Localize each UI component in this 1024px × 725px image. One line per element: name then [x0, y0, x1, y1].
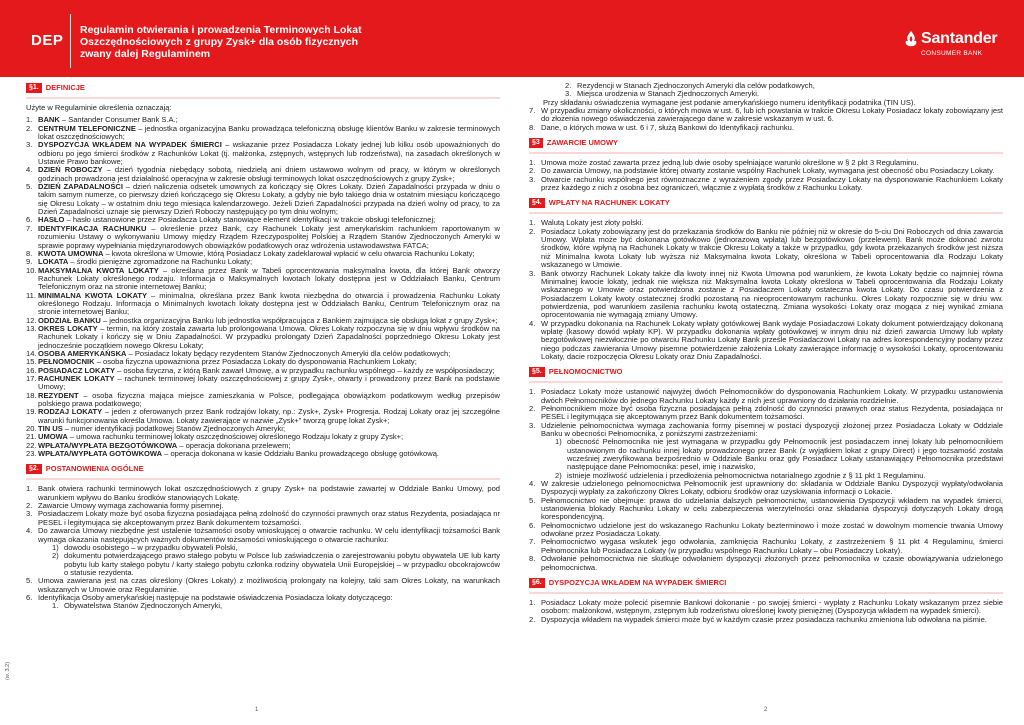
item-text: Umowa może zostać zawarta przez jedną lub dwie osoby spełniające warunki określone w § 2 pkt 3 Regulaminu.	[541, 158, 919, 168]
item-text: Pełnomocnictwo wygasa wskutek jego odwołania, zamknięcia Rachunku Lokaty, z zastrzeżeniem § 11 pkt 4 Regulaminu, śmierci Pełnomocnika lub Posiadacza Lokaty (w przypadku wspólnego Rachunku Lokaty – obu Posiadaczy Lokaty).	[541, 537, 1003, 555]
definitions-list	[26, 116, 500, 458]
list-item	[529, 405, 1003, 422]
item-number: 19.	[26, 407, 37, 417]
item-number: 21.	[26, 432, 37, 442]
list-item	[529, 555, 1003, 572]
continued-list	[529, 107, 1003, 132]
section-title: DEFINICJE	[45, 82, 85, 92]
item-text: Dane, o których mowa w ust. 6 i 7, służą Bankowi do Identyfikacji rachunku.	[541, 122, 794, 132]
definition-item	[26, 141, 500, 166]
item-text: CENTRUM TELEFONICZNE – jednostka organizacyjna Banku prowadząca telefoniczną obsługę klientów Banku w zakresie terminowych lokat oszczędnościowych;	[38, 123, 501, 142]
item-text: WPŁATA/WYPŁATA BEZGOTÓWKOWA – operacja dokonana przelewem;	[38, 440, 291, 450]
left-column	[26, 82, 500, 611]
item-number: 3.	[26, 509, 33, 519]
definition-item	[26, 225, 500, 250]
item-text: Posiadacz Lokaty może polecić pisemnie Bankowi dokonanie - po swojej śmierci - wypłaty z Rachunku Lokaty wskazanym przez siebie osobom: małżonkowi, wstępnym, zstępnym lub rodzeństwu określonej kwoty pieniężnej (Dyspozycja wkładem na wypadek śmierci).	[541, 597, 1003, 616]
section-heading	[26, 82, 500, 94]
list-item	[529, 422, 1003, 439]
item-number: 8.	[529, 554, 536, 564]
page-number: 1	[255, 707, 259, 713]
item-number: 1.	[52, 601, 59, 611]
list-item	[529, 480, 1003, 497]
item-number: 2)	[52, 551, 59, 561]
item-text: WPŁATA/WYPŁATA GOTÓWKOWA – operacja dokonana w kasie Oddziału Banku prowadzącego obsługę gotówkową.	[38, 449, 439, 459]
item-text: HASŁO – hasło ustanowione przez Posiadacza Lokaty stanowiące element identyfikacji w trakcie obsługi telefonicznej;	[38, 215, 436, 225]
item-text: Otwarcie rachunku wspólnego jest równoznaczne z wyrażeniem zgody przez Posiadaczy Lokaty na dysponowanie Rachunkiem Lokaty przez każdego z nich z osobna bez ograniczeń, włącznie z wypłatą środków z Rachunku Lokaty.	[541, 174, 1003, 193]
list-item	[529, 228, 1003, 270]
item-text: W przypadku dokonania na Rachunek Lokaty wpłaty gotówkowej Bank wydaje Posiadaczowi Lokaty dokument potwierdzający dokonaną wpłatę (kasowy dowód wpłaty KP). W przypadku dokonania wpłaty gotówkowej w innym dniu niż dzień zawarcia Umowy lub wpłaty bezgotówkowej niezwłocznie po otwarciu Rachunku Lokaty Bank prześle Posiadaczowi Lokaty na adres korespondencyjny podany przez niego podczas zawierania Umowy pisemne potwierdzenie założenia Lokaty zawierające informację o wysokości Lokaty, oprocentowaniu Lokaty, dacie rozpoczęcia Okresu Lokaty oraz Dniu Zapadalności.	[541, 318, 1003, 361]
doc-title-line: Oszczędnościowych z grupy Zysk+ dla osób fizycznych	[80, 36, 359, 49]
definition-item	[26, 166, 500, 183]
item-number: 6.	[529, 520, 536, 530]
list-item	[529, 616, 1003, 624]
item-text: Posiadacz Lokaty zobowiązany jest do przekazania środków do Banku nie później niż w okresie do 5-ciu Dni Roboczych od dnia zawarcia Umowy. Wpłata może być dokonana gotówkowo (jednorazową wpłatą) lub bezgotówkowo (przelewem). Bank może dokonać zwrotu środków, które wpłyną na Rachunek Lokaty w trakcie Okresu Lokaty a także w przypadku, gdy kwota przekazanych środków jest niższa niż Minimalna kwota Lokaty lub wyższa niż Maksymalna kwota Lokaty, określona w Tabeli oprocentowania dla Rodzaju Lokaty wskazanego w Umowie.	[541, 226, 1003, 270]
item-text: OSOBA AMERYKAŃSKA – Posiadacz lokaty będący rezydentem Stanów Zjednoczonych Ameryki dla celów podatkowych;	[38, 348, 451, 358]
item-text: MINIMALNA KWOTA LOKATY – minimalna, określana przez Bank kwota niezbędna do otwarcia i prowadzenia Rachunku Lokaty określonego Rodzaju. Informacja o Minimalnych kwotach lokaty dostępna jest w Oddziałach Banku, Centrum Telefonicznym oraz na stronie internetowej Banku;	[38, 290, 500, 317]
section-title: DYSPOZYCJA WKŁADEM NA WYPADEK ŚMIERCI	[548, 577, 727, 587]
item-number: 4.	[529, 479, 536, 489]
list-item	[529, 538, 1003, 555]
item-number: 11.	[26, 290, 36, 300]
item-text: Do zawarcia Umowy, na podstawie której otwarty zostanie wspólny Rachunek Lokaty, wymagana jest obecność obu Posiadaczy Lokaty.	[541, 166, 995, 176]
item-text: W przypadku zmiany okoliczności, o których mowa w ust. 6, lub ich powstania w trakcie Okresu Lokaty Posiadacz lokaty zobowiązany jest do złożenia nowego oświadczenia zawierającego dane w zakresie wskazanym w ust. 6.	[541, 106, 1003, 124]
item-text: W zakresie udzielonego pełnomocnictwa Pełnomocnik jest uprawniony do: składania w Oddziale Banku Dyspozycji wypłaty/odwołania Dyspozycji wypłaty za zakończony Okres Lokaty, odbioru środków oraz uzyskiwania informacji o Lokacie.	[541, 479, 1003, 497]
section-rule	[529, 381, 1003, 383]
list-item	[26, 510, 500, 527]
item-number: 7.	[529, 106, 536, 116]
item-number: 2.	[565, 81, 572, 90]
item-text: Posiadacz Lokaty może ustanowić najwyżej dwóch Pełnomocników do dysponowania Rachunkiem Lokaty. W przypadku ustanowienia dwóch Pełnomocników do jednego Rachunku Lokaty każdy z nich jest uprawniony do działania rozdzielnie.	[541, 387, 1003, 405]
section-heading	[529, 577, 1003, 589]
item-text: Pełnomocnictwo nie obejmuje: prawa do udzielania dalszych pełnomocnictw, ustanowienia Dyspozycji wkładem na wypadek śmierci, ustanowienia blokady Rachunku Lokaty w celu zabezpieczenia wierzytelności oraz składania dyspozycji dotyczących Lokaty drogą korespondencyjną.	[541, 495, 1003, 522]
list-item	[529, 522, 1003, 539]
list-item	[529, 320, 1003, 362]
item-number: 3.	[529, 420, 536, 430]
section-number: §2.	[26, 464, 42, 474]
definition-item	[26, 408, 500, 425]
item-text: Odwołanie pełnomocnictwa nie skutkuje odwołaniem dyspozycji złożonych przez pełnomocnika w czasie obowiązywania udzielonego pełnomocnictwa.	[541, 554, 1003, 572]
item-text: Umowa zawierana jest na czas określony (Okres Lokaty) z możliwością prolongaty na kolejny, taki sam Okres Lokaty, na warunkach wskazanych w Umowie oraz Regulaminie.	[38, 576, 500, 594]
list-item	[529, 124, 1003, 132]
item-number: 22.	[26, 440, 37, 450]
item-number: 4.	[26, 165, 33, 175]
version-label: (w. 3.2)	[5, 661, 11, 680]
section-number: §5.	[529, 367, 545, 377]
item-number: 5.	[26, 182, 33, 192]
item-text: LOKATA – środki pieniężne zgromadzone na Rachunku Lokaty;	[38, 257, 253, 267]
section-rule	[26, 478, 500, 480]
general-tail-list	[26, 577, 500, 602]
item-number: 2.	[529, 403, 536, 413]
item-text: DYSPOZYCJA WKŁADEM NA WYPADEK ŚMIERCI – wskazanie przez Posiadacza Lokaty jednej lub kilku osób upoważnionych do odbioru po jego śmierci środków z Rachunków Lokat (tj. małżonka, zstępnych, wstępnych lub rodzeństwa), na zasadach określonych w Ustawie Prawo bankowe;	[38, 140, 500, 167]
section-number: §4.	[529, 198, 545, 208]
definition-item	[26, 267, 500, 292]
item-number: 2.	[529, 166, 536, 176]
s4-list	[529, 219, 1003, 361]
item-number: 16.	[26, 365, 37, 375]
item-number: 6.	[26, 592, 33, 602]
s5-tail-list	[529, 480, 1003, 572]
item-text: Walutą Lokaty jest złoty polski.	[541, 218, 644, 228]
definition-item	[26, 125, 500, 142]
item-text: obecność Pełnomocnika nie jest wymagana w przypadku gdy Pełnomocnik jest posiadaczem innej lokaty lub pełnomocnikiem ustanowionym do rachunku innej lokaty prowadzonego przez Bank (z wyjątkiem lokat z grupy Direct) i jego tożsamość została wcześniej zweryfikowana bezpośrednio w Oddziale Banku oraz gdy Posiadacz Lokaty ustanawiający Pełnomocnika przedstawi następujące dane Pełnomocnika: pesel, imię i nazwisko,	[567, 437, 1003, 472]
item-number: 5.	[26, 576, 33, 586]
item-number: 3.	[529, 268, 536, 278]
item-number: 23.	[26, 449, 37, 459]
item-text: KWOTA UMOWNA – kwota określona w Umowie, którą Posiadacz Lokaty zadeklarował wpłacić w celu otwarcia Rachunku Lokaty;	[38, 248, 475, 258]
item-number: 18.	[26, 390, 37, 400]
list-item	[529, 107, 1003, 124]
section-number: §3	[529, 138, 543, 148]
doc-title	[80, 24, 362, 61]
doc-code: DEP	[31, 32, 64, 49]
item-number: 7.	[529, 537, 536, 547]
section-heading	[529, 137, 1003, 149]
item-text: REZYDENT – osoba fizyczna mająca miejsce zamieszkania w Polsce, podlegająca obowiązkom podatkowym według przepisów polskiego prawa podatkowego;	[38, 390, 500, 409]
list-item	[26, 485, 500, 502]
header-band	[0, 0, 1024, 77]
item-number: 1.	[529, 387, 536, 397]
s5-3-sublist	[555, 438, 1003, 480]
sub-item	[555, 438, 1003, 471]
item-text: DZIEŃ ZAPADALNOŚCI – dzień naliczenia odsetek umownych za kończący się Okres Lokaty. Dzień Zapadalności przypada w dniu o takim samym numerze, co pierwszy dzień kończącego się Okresu Lokaty, a gdyby nie było takiego dnia w ostatnim miesiącu kończącego się Okresu Lokaty – w ostatnim dniu tego miesiąca kalendarzowego. Jeżeli Dzień Zapadalności przypada na dzień wolny od pracy, to za Dzień Zapadalności uznaje się pierwszy Dzień Roboczy następujący po tym dniu wolnym;	[38, 182, 500, 217]
general-6-sublist	[52, 602, 500, 610]
item-number: 1.	[529, 597, 536, 607]
item-number: 10.	[26, 265, 37, 275]
definition-item	[26, 450, 500, 458]
item-text: Dyspozycja wkładem na wypadek śmierci może być w każdym czasie przez posiadacza rachunku zmieniona lub odwołana na piśmie.	[541, 614, 987, 624]
sub-item	[52, 602, 500, 610]
section-title: ZAWARCIE UMOWY	[546, 137, 619, 147]
item-number: 2.	[26, 123, 33, 133]
item-number: 1.	[26, 484, 33, 494]
item-number: 7.	[26, 223, 33, 233]
item-number: 2.	[26, 501, 33, 511]
item-text: MAKSYMALNA KWOTA LOKATY – określana przez Bank w Tabeli oprocentowania maksymalna kwota, dla której Bank otworzy Rachunek Lokaty określonego rodzaju. Informacja o Maksymalnych kwotach lokaty dostępna jest w Oddziałach Banku, Centrum Telefonicznym oraz na stronie internetowej Banku;	[38, 265, 500, 292]
item-number: 12.	[26, 315, 37, 325]
item-text: Posiadaczem Lokaty może być osoba fizyczna posiadająca pełną zdolność do czynności prawnych oraz status Rezydenta, posiadająca nr PESEL i legitymująca się akceptowanym przez Bank dokumentem tożsamości.	[38, 509, 500, 527]
section-heading	[529, 366, 1003, 378]
item-text: Udzielenie pełnomocnictwa wymaga zachowania formy pisemnej w postaci dyspozycji złożonej przez Posiadacza Lokaty w Oddziale Banku w obecności Pełnomocnika, z poniższymi zastrzeżeniami:	[541, 420, 1003, 438]
item-number: 3.	[529, 174, 536, 184]
item-text: RACHUNEK LOKATY – rachunek terminowej lokaty oszczędnościowej z grupy Zysk+, otwarty i prowadzony przez Bank na podstawie Umowy;	[38, 374, 500, 392]
list-item	[529, 388, 1003, 405]
item-number: 4.	[529, 318, 536, 328]
list-item	[26, 577, 500, 594]
list-item	[529, 176, 1003, 193]
s5-list	[529, 388, 1003, 438]
section-heading	[529, 197, 1003, 209]
item-text: dokumentu potwierdzającego prawo stałego pobytu w Polsce lub zaświadczenia o zarejestrowaniu pobytu obywatela UE lub karty pobytu lub karty stałego pobytu / karty stałego pobytu członka rodziny obywatela Unii Europejskiej – w przypadku obcokrajowców o statusie rezydenta.	[64, 551, 500, 577]
item-text: Identyfikacja Osoby amerykańskiej następuje na podstawie oświadczenia Posiadacza lokaty dotyczącego:	[38, 592, 393, 602]
section-heading	[26, 463, 500, 475]
item-text: Miejsca urodzenia w Stanach Zjednoczonych Ameryki.	[577, 89, 760, 99]
header-divider	[70, 14, 71, 68]
definition-item	[26, 325, 500, 350]
item-text: POSIADACZ LOKATY – osoba fizyczna, z którą Bank zawarł Umowę, a w przypadku rachunku wspólnego – każdy ze współposiadaczy;	[38, 365, 495, 375]
doc-title-line: Regulamin otwierania i prowadzenia Terminowych Lokat	[80, 24, 362, 36]
section-rule	[529, 592, 1003, 594]
item-number: 1.	[529, 158, 536, 168]
item-text: DZIEŃ ROBOCZY – dzień tygodnia niebędący sobotą, niedzielą ani dniem ustawowo wolnym od pracy, w którym w określonych godzinach prowadzona jest działalność operacyjna w zakresie obsługi terminowych lokat oszczędnościowych z grupy Zysk+;	[38, 165, 500, 183]
item-number: 2.	[529, 614, 536, 624]
item-number: 1.	[26, 115, 33, 125]
item-text: Pełnomocnikiem może być osoba fizyczna posiadająca pełną zdolność do czynności prawnych oraz status Rezydenta, posiadająca nr PESEL i legitymująca się akceptowanym przez Bank dokumentem tożsamości.	[541, 403, 1003, 422]
item-number: 6.	[26, 215, 33, 225]
item-text: ODDZIAŁ BANKU – jednostka organizacyjna Banku lub jednostka współpracująca z Bankiem zajmująca się obsługą lokat z grupy Zysk+;	[38, 315, 498, 325]
item-text: RODZAJ LOKATY – jeden z oferowanych przez Bank rodzajów lokaty, np.: Zysk+, Zysk+ Progresja. Rodzaj Lokaty oraz jej szczegółne warunki funkcjonowania określa Umowa. Lokaty zawierające w nazwie „Zysk+” tworzą grupę lokat Zysk+;	[38, 407, 500, 425]
item-number: 3.	[565, 89, 572, 99]
doc-title-line: zwany dalej Regulaminem	[80, 48, 211, 61]
sub-item	[52, 552, 500, 577]
section-rule	[26, 97, 500, 99]
list-item	[26, 527, 500, 544]
item-number: 2)	[555, 470, 562, 480]
definition-item	[26, 183, 500, 216]
page-number: 2	[764, 707, 768, 713]
general-list	[26, 485, 500, 543]
item-text: Pełnomocnictwo udzielone jest do wskazanego Rachunku Lokaty bezterminowo i może zostać w dowolnym momencie trwania Umowy odwołane przez Posiadacza Lokaty.	[541, 520, 1003, 539]
section-title: WPŁATY NA RACHUNEK LOKATY	[548, 198, 670, 208]
item-number: 5.	[529, 495, 536, 505]
item-number: 1.	[529, 218, 536, 228]
item-text: istnieje możliwość udzielenia i przedłożenia pełnomocnictwa notarialnego zgodnie z § 11 pkt 1 Regulaminu.	[567, 470, 926, 480]
section-number: §6.	[529, 578, 545, 588]
item-number: 17.	[26, 374, 37, 383]
right-column	[529, 82, 1003, 624]
item-number: 4.	[26, 526, 33, 536]
section-rule	[529, 212, 1003, 214]
brand-sub: CONSUMER BANK	[921, 50, 983, 57]
brand-name: Santander	[921, 30, 998, 47]
definitions-intro: Użyte w Regulaminie określenia oznaczają:	[26, 103, 172, 112]
list-item	[529, 270, 1003, 320]
list-item	[529, 599, 1003, 616]
section-rule	[529, 152, 1003, 154]
item-text: Zawarcie Umowy wymaga zachowania formy pisemnej.	[38, 501, 224, 511]
definition-item	[26, 392, 500, 409]
definition-item	[26, 292, 500, 317]
item-text: dowodu osobistego – w przypadku obywateli Polski,	[64, 542, 238, 552]
item-number: 13.	[26, 323, 37, 333]
section-title: POSTANOWIENIA OGÓLNE	[45, 464, 144, 474]
item-text: IDENTYFIKACJA RACHUNKU – określenie przez Bank, czy Rachunek Lokaty jest amerykańskim rachunkiem raportowanym w rozumieniu Ustawy o wykonywaniu Umowy między Rządem Rzeczypospolitej Polskiej a Rządem Stanów Zjednoczonych Ameryki w sprawie poprawy wypełniania międzynarodowych obowiązków podatkowych oraz wdrożenia ustawodawstwa FATCA;	[38, 223, 501, 250]
item-text: Obywatelstwa Stanów Zjednoczonych Ameryki,	[64, 601, 223, 611]
s3-list	[529, 159, 1003, 192]
item-number: 8.	[26, 248, 33, 258]
item-text: Bank otworzy Rachunek Lokaty także dla kwoty innej niż Kwota Umowna pod warunkiem, że kwota Lokaty będzie co najmniej równa Minimalnej kwocie lokaty, jednak nie większa niż Maksymalna kwota Lokaty określona w Tabeli oprocentowania dla Rodzaju Lokaty wskazanego w Umowie oraz potwierdzona zostanie z Posiadaczem Lokaty ostateczna kwota Lokaty. Do czasu potwierdzenia z Posiadaczem Lokaty kwoty ostatecznej środki pozostaną na nieoprocentowanym rachunku. Okres Lokaty rozpocznie się w dniu ww. potwierdzenia, pod warunkiem zasilenia rachunku kwotą ostateczną. Zmiana wysokości Lokaty oraz mogąca z niej wynikać zmiana oprocentowania nie wymagają zmiany Umowy.	[541, 268, 1003, 320]
flame-icon	[904, 30, 918, 48]
item-number: 14.	[26, 348, 37, 358]
continued-note: Przy składaniu oświadczenia wymagane jest podanie amerykańskiego numeru identyfikacji podatnika (TIN US).	[543, 97, 916, 107]
item-text: Rezydencji w Stanach Zjednoczonych Ameryki dla celów podatkowych,	[577, 81, 815, 90]
item-number: 3.	[26, 140, 33, 150]
section-number: §1.	[26, 83, 42, 93]
item-text: TIN US – numer identyfikacji podatkowej Stanów Zjednoczonych Ameryki;	[38, 424, 286, 434]
item-number: 1)	[52, 542, 59, 552]
item-text: Do zawarcia Umowy niezbędne jest ustalenie tożsamości osoby wnioskującej o otwarcie rachunku. W celu identyfikacji tożsamości Bank wymaga okazania następujących ważnych dokumentów tożsamości wnioskującego o otwarcie rachunku:	[38, 526, 500, 544]
item-text: OKRES LOKATY – termin, na który została zawarta lub prolongowana Umowa. Okres Lokaty rozpoczyna się w dniu wpływu środków na Rachunek Lokaty i kończy się w Dniu Zapadalności. W przypadku prolongaty Dzień Zapadalności poprzedniego Okresu Lokaty jest jednocześnie początkiem nowego Okresu Lokaty;	[38, 323, 500, 350]
list-item	[529, 497, 1003, 522]
general-4-sublist	[52, 544, 500, 577]
item-number: 1)	[555, 437, 562, 447]
item-text: UMOWA – umowa rachunku terminowej lokaty oszczędnościowej określonego Rodzaju lokaty z grupy Zysk+;	[38, 432, 404, 442]
item-text: PEŁNOMOCNIK – osoba fizyczna upoważniona przez Posiadacza Lokaty do dysponowania Rachunkiem Lokaty;	[38, 357, 417, 367]
section-title: PEŁNOMOCNICTWO	[548, 367, 623, 377]
definition-item	[26, 375, 500, 392]
s6-list	[529, 599, 1003, 624]
item-number: 20.	[26, 424, 37, 434]
item-number: 8.	[529, 122, 536, 132]
continued-sublist	[565, 82, 1003, 99]
item-text: BANK – Santander Consumer Bank S.A.;	[38, 115, 178, 125]
item-text: Bank otwiera rachunki terminowych lokat oszczędnościowych z grupy Zysk+ na podstawie zawartej w Oddziale Banku Umowy, pod warunkiem wpływu do Banku środków stanowiących Lokatę.	[38, 484, 500, 502]
item-number: 9.	[26, 257, 33, 267]
item-number: 15.	[26, 357, 37, 367]
item-number: 2.	[529, 226, 536, 236]
